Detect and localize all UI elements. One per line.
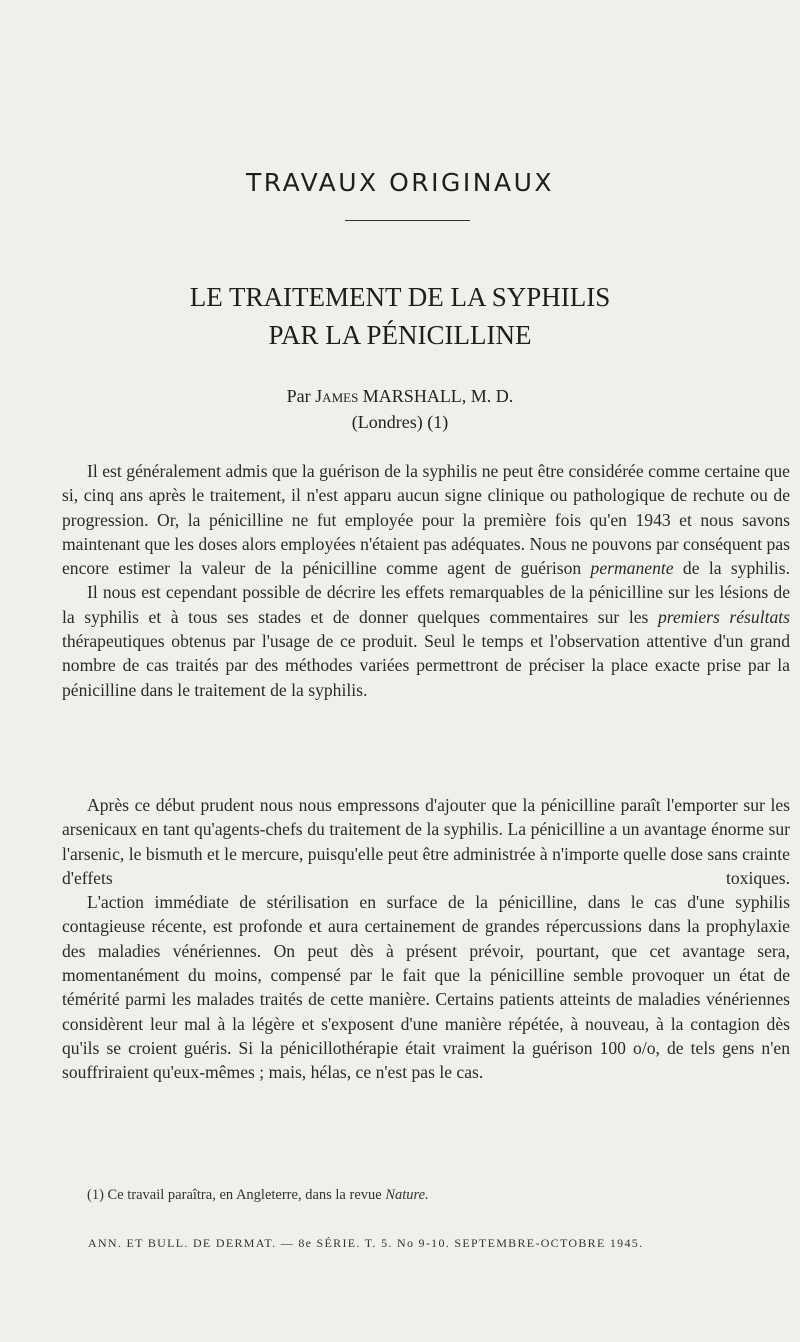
author-name: MARSHALL, M. D. [362, 386, 514, 406]
paragraph-1-emphasis: permanente [590, 558, 674, 579]
footnote [87, 1187, 787, 1204]
article-title-line1: LE TRAITEMENT DE LA SYPHILIS [189, 282, 611, 312]
article-title-line2: PAR LA PÉNICILLINE [268, 320, 532, 350]
paragraph-4: L'action immédiate de stérilisation en surface de la pénicilline, dans le cas d'une syphilis contagieuse récente, est profonde et aura certainement de grandes répercussions dans la prophylaxie des maladies vénériennes. On peut dès à présent prévoir, pourtant, que cet avantage sera, momentanément du moins, compensé par le fait que la pénicilline semble provoquer un état de témérité parmi les malades traités de cette manière. Certains patients atteints de maladies vénériennes considèrent leur mal à la légère et s'exposent d'une manière répétée, à nouveau, à la contagion dès qu'ils se croient guéris. Si la pénicillothérapie était vraiment la guérison 100 o/o, de tels gens n'en souffriraient qu'eux-mêmes ; mais, hélas, ce n'est pas le cas. [62, 892, 790, 1083]
body-block-2 [62, 793, 790, 1085]
byline-prefix: Par [286, 386, 311, 406]
paragraph-3: Après ce début prudent nous nous empressons d'ajouter que la pénicilline paraît l'emporter sur les arsenicaux en tant qu'agents-chefs du traitement de la syphilis. La pénicilline a un avantage énorme sur l'arsenic, le bismuth et le mercure, puisqu'elle peut être administrée à n'importe quelle dose sans crainte d'effets toxiques. [62, 795, 790, 888]
journal-footer: ANN. ET BULL. DE DERMAT. — 8e SÉRIE. T. 5. No 9-10. SEPTEMBRE-OCTOBRE 1945. [88, 1236, 644, 1250]
paragraph-2-text: Il nous est cependant possible de décrire les effets remarquables de la pénicilline sur les lésions de la syphilis et à tous ses stades et de donner quelques commentaires sur les [62, 582, 790, 627]
paragraph-1 [62, 459, 790, 580]
paragraph-2-emphasis: premiers résultats [657, 606, 791, 627]
byline [0, 383, 800, 435]
paragraph-2 [62, 580, 790, 701]
article-title [0, 278, 800, 354]
body-block-1 [62, 459, 790, 702]
author-affiliation: (Londres) (1) [351, 412, 449, 432]
paragraph-1-end: de la syphilis. [682, 558, 790, 579]
section-title: TRAVAUX ORIGINAUX [245, 168, 554, 197]
footnote-text: (1) Ce travail paraîtra, en Angleterre, dans la revue [87, 1187, 382, 1203]
title-divider [345, 220, 470, 221]
author-first-name: James [315, 386, 359, 406]
paragraph-2-end: thérapeutiques obtenus par l'usage de ce produit. Seul le temps et l'observation attentive d'un grand nombre de cas traités par des méthodes variées permettront de préciser la place exacte prise par la pénicilline dans le traitement de la syphilis. [62, 631, 790, 700]
footnote-journal: Nature. [385, 1187, 429, 1203]
paragraph-1-text: Il est généralement admis que la guérison de la syphilis ne peut être considérée comme certaine que si, cinq ans après le traitement, il n'est apparu aucun signe clinique ou pathologique de rechute ou de progression. Or, la pénicilline ne fut employée pour la première fois qu'en 1943 et nous savons maintenant que les doses alors employées n'étaient pas adéquates. Nous ne pouvons par conséquent pas encore estimer la valeur de la pénicilline comme agent de guérison [62, 461, 790, 579]
